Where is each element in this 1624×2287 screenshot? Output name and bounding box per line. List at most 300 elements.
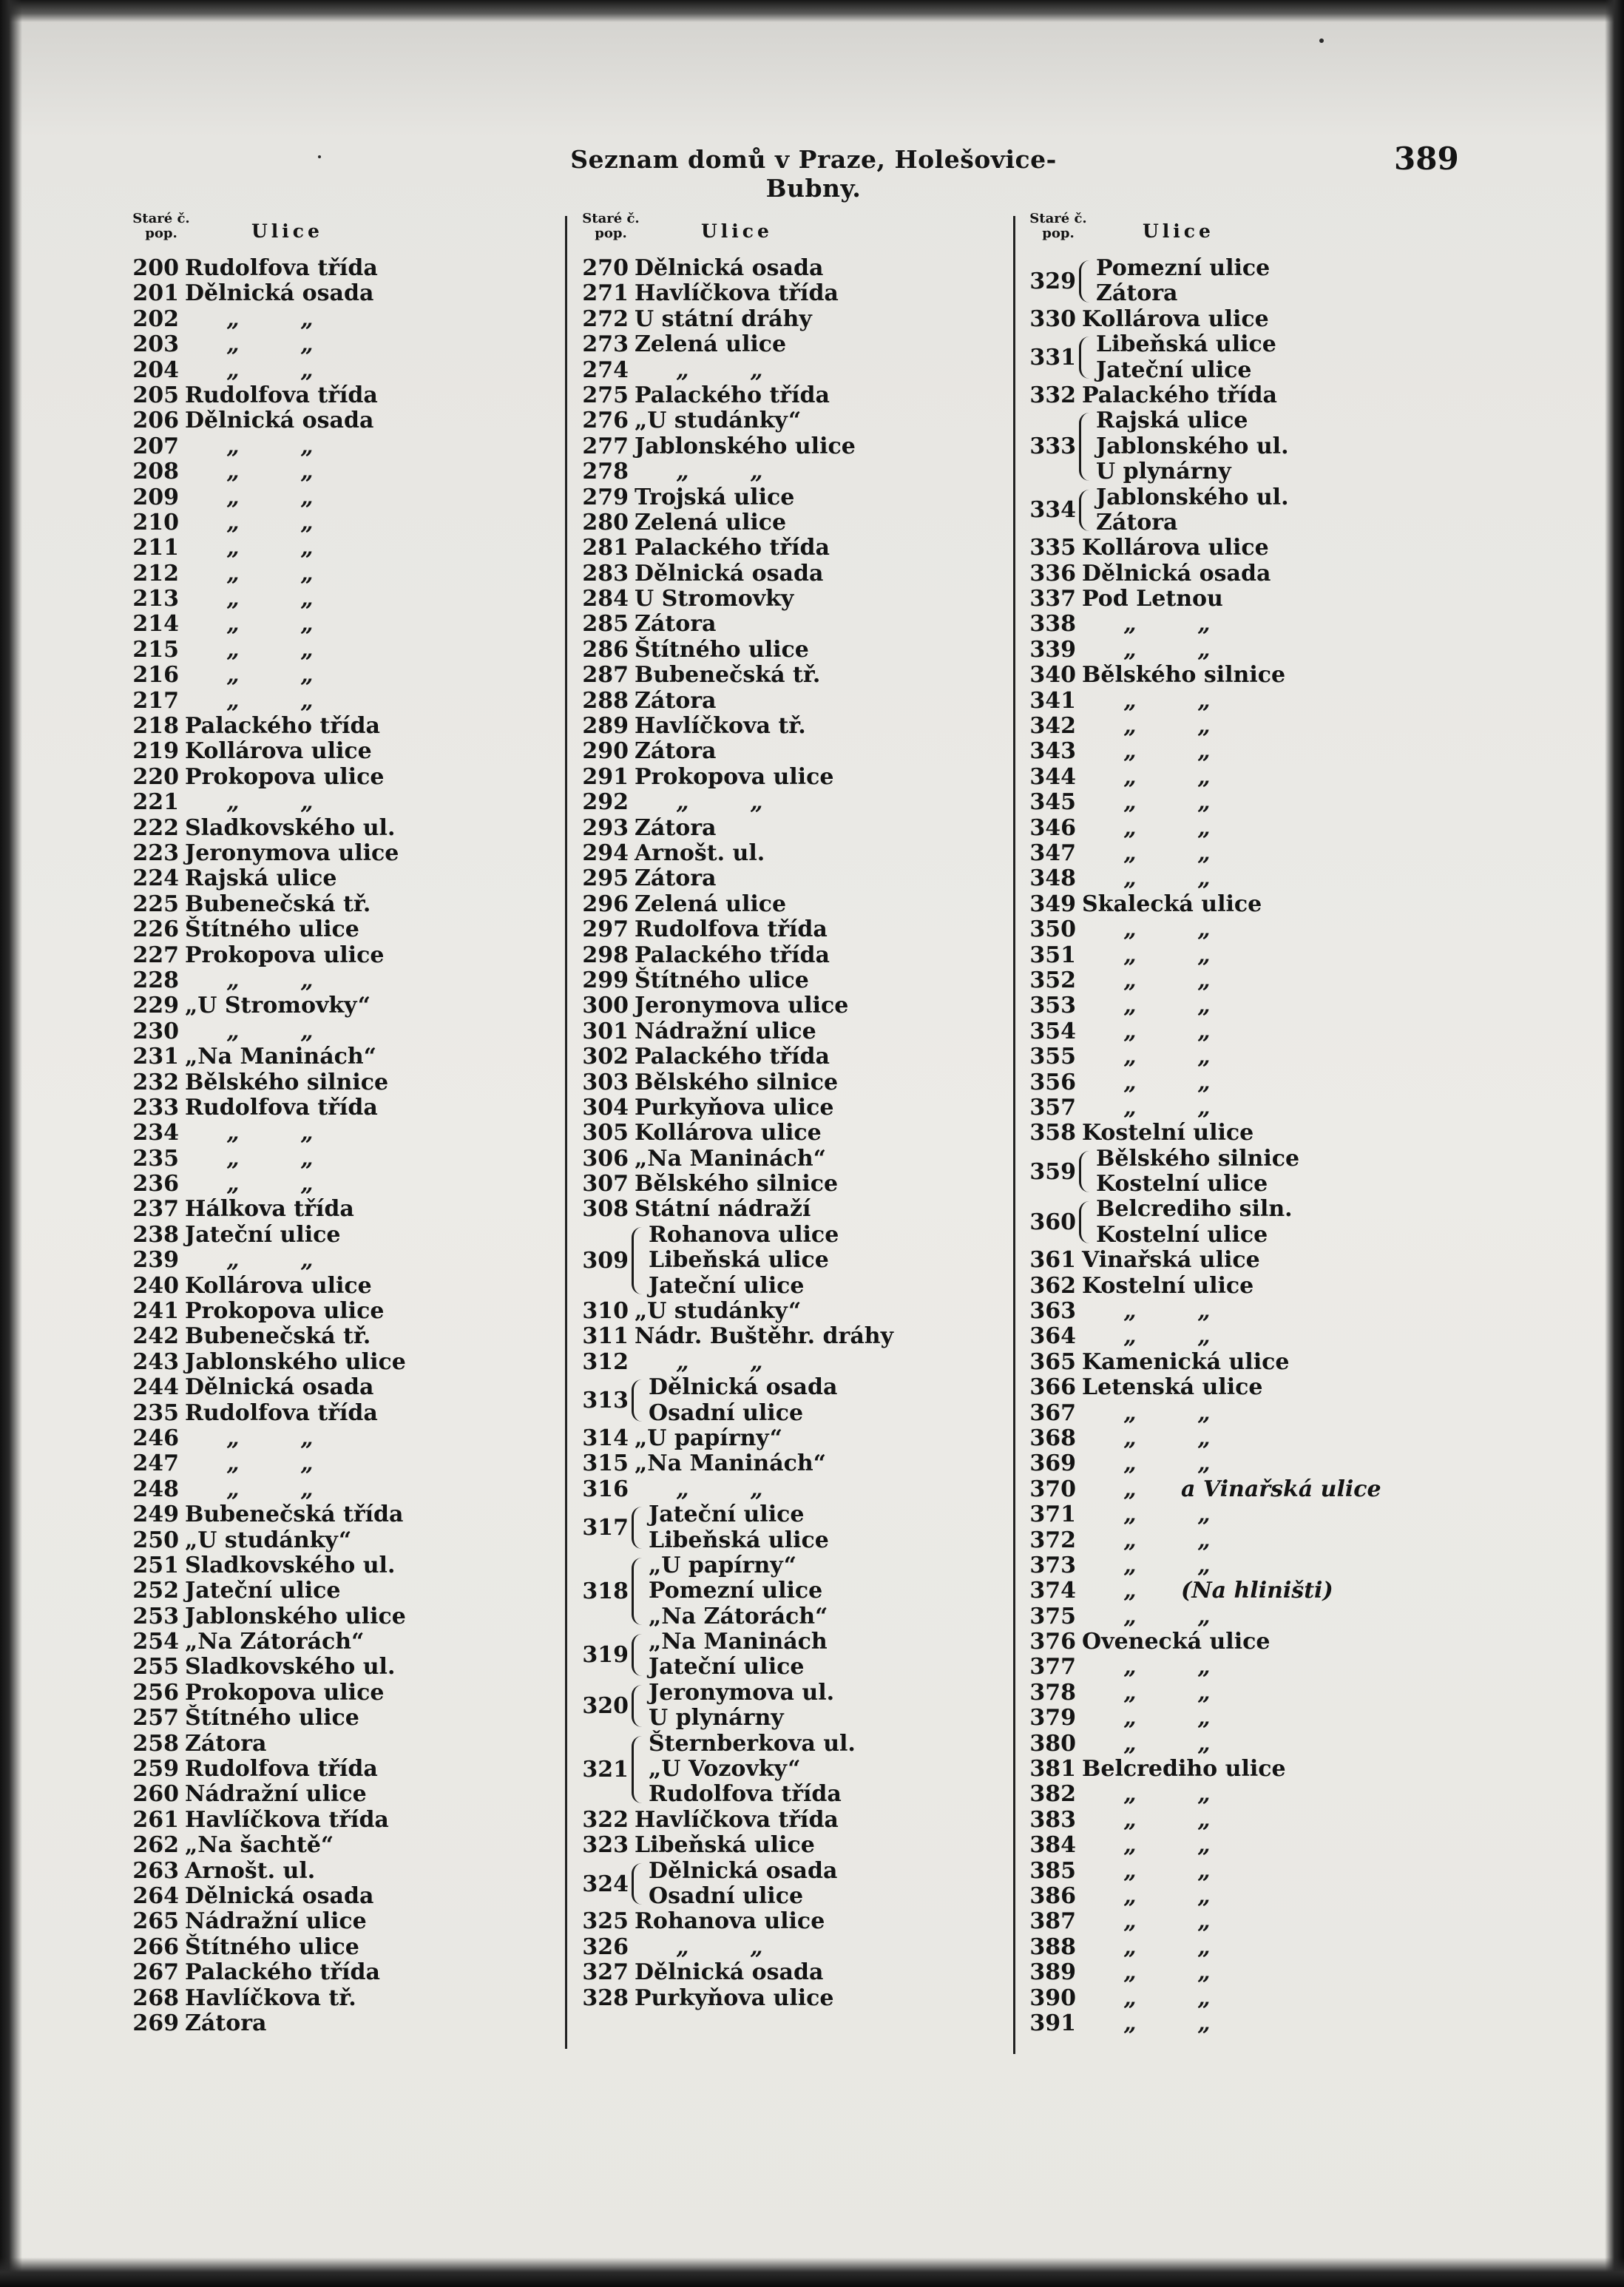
street-name: Zátora: [635, 814, 717, 841]
house-number: 252: [132, 1578, 179, 1604]
house-entry: [577, 459, 1021, 484]
house-entry: [577, 841, 1021, 866]
house-number: 311: [582, 1323, 629, 1350]
ditto-marks: [1082, 1451, 1230, 1476]
street-name: Palackého třída: [185, 713, 380, 740]
ditto-marks: [635, 1935, 782, 1960]
house-entry: [577, 663, 1021, 688]
house-entry: [1024, 587, 1424, 612]
house-entry: [127, 1680, 541, 1706]
street-name: Rohanova ulice: [635, 1908, 825, 1935]
house-number: 226: [132, 916, 179, 943]
ditto-marks: [185, 1426, 333, 1451]
street-name: Skalecká ulice: [1082, 891, 1262, 917]
street-name: Bubenečská tř.: [185, 891, 371, 917]
street-name: Libeňská ulice: [649, 1247, 829, 1274]
house-entry: [127, 1121, 541, 1146]
house-number: 249: [132, 1501, 179, 1528]
ditto-mark: „: [1123, 636, 1137, 663]
ditto-mark: „: [1123, 1933, 1137, 1960]
house-number: 281: [582, 535, 629, 561]
street-name: Kollárova ulice: [635, 1120, 822, 1146]
house-entry: [127, 1732, 541, 1757]
ditto-mark: „: [1123, 1552, 1137, 1578]
house-number: 227: [132, 942, 179, 968]
house-entry: [127, 1604, 541, 1629]
house-entry: [577, 1426, 1021, 1451]
ditto-mark: „: [1197, 763, 1211, 790]
house-number: 233: [132, 1094, 179, 1121]
street-name: Jablonského ul.: [1096, 484, 1289, 510]
ditto-mark: „: [1197, 1654, 1211, 1680]
ditto-mark: „: [750, 1933, 763, 1960]
ditto-mark: „: [1197, 1425, 1211, 1451]
house-entry: [127, 510, 541, 536]
house-number: 279: [582, 484, 629, 510]
house-entry: [127, 892, 541, 917]
street-name: Havlíčkova tř.: [635, 713, 806, 740]
ditto-mark: „: [300, 662, 314, 689]
ditto-mark: „: [750, 789, 763, 816]
house-entry: [1024, 1680, 1424, 1706]
house-entry: [1024, 790, 1424, 815]
brace: [632, 1685, 644, 1727]
ditto-marks: [185, 358, 333, 383]
ditto-mark: „: [300, 331, 314, 358]
street-column-label: Ulice: [701, 220, 773, 242]
street-name: Bělského silnice: [635, 1171, 839, 1197]
ditto-marks: [1082, 612, 1230, 637]
house-entry: [127, 1324, 541, 1349]
ditto-marks: [1082, 1324, 1230, 1349]
house-entry: [127, 663, 541, 688]
house-number: 351: [1029, 942, 1076, 968]
ditto-mark: „: [1123, 1578, 1137, 1604]
ditto-marks: [185, 510, 333, 536]
house-number: 331: [1029, 345, 1076, 371]
house-entry: [1024, 968, 1424, 993]
ditto-mark: „: [1197, 636, 1211, 663]
ditto-mark: „: [1197, 1018, 1211, 1044]
house-number: 218: [132, 713, 179, 740]
house-entry: [577, 307, 1021, 332]
grouped-house-entry: [1024, 256, 1424, 307]
street-name: Vinařská ulice: [1082, 1247, 1260, 1274]
ditto-mark: „: [1123, 1883, 1137, 1909]
house-number: 369: [1029, 1450, 1076, 1477]
house-entry: [577, 1909, 1021, 1934]
house-entry: [577, 587, 1021, 612]
ditto-mark: „: [300, 1018, 314, 1044]
brace: [632, 1558, 644, 1625]
street-name: Jeronymova ulice: [635, 993, 849, 1019]
house-number: 238: [132, 1221, 179, 1248]
ditto-mark: „: [1197, 1323, 1211, 1350]
ditto-mark: „: [1197, 840, 1211, 866]
street-name: Bělského silnice: [1096, 1145, 1300, 1172]
ditto-mark: „: [1123, 993, 1137, 1019]
grouped-house-entry: [1024, 1197, 1424, 1248]
house-entry: [127, 1935, 541, 1960]
ditto-marks: [185, 689, 333, 714]
ditto-mark: „: [1123, 687, 1137, 714]
brace: [1079, 1151, 1092, 1193]
ditto-mark: „: [1123, 1018, 1137, 1044]
ditto-mark: „: [1123, 1959, 1137, 1986]
house-number: 210: [132, 509, 179, 536]
grouped-house-entry: [577, 1680, 1021, 1732]
ditto-mark: „: [750, 1348, 763, 1375]
house-entry: [127, 485, 541, 510]
house-number: 212: [132, 560, 179, 587]
ditto-mark: „: [1123, 1603, 1137, 1629]
ditto-mark: „: [1123, 840, 1137, 866]
ditto-marks: [185, 1019, 333, 1044]
house-number: 221: [132, 789, 179, 816]
house-entry: [577, 1960, 1021, 1985]
street-name: Sladkovského ul.: [185, 1552, 396, 1578]
house-entry: [1024, 689, 1424, 714]
house-entry: [1024, 1477, 1424, 1502]
street-name: Kostelní ulice: [1082, 1120, 1254, 1146]
street-group: [1096, 256, 1270, 307]
house-number: 265: [132, 1908, 179, 1935]
house-entry: [127, 434, 541, 459]
house-number: 207: [132, 433, 179, 459]
house-number: 362: [1029, 1272, 1076, 1299]
house-number: 338: [1029, 611, 1076, 638]
house-number: 299: [582, 967, 629, 993]
house-entry: [1024, 1986, 1424, 2011]
house-entry: [127, 714, 541, 739]
ditto-marks: [1082, 1808, 1230, 1833]
house-entry: [577, 943, 1021, 968]
house-entry: [1024, 892, 1424, 917]
number-label-line2: pop.: [145, 226, 177, 241]
ditto-mark: „: [226, 1450, 240, 1477]
house-number: 286: [582, 636, 629, 663]
house-number: 319: [582, 1641, 629, 1668]
street-name: Jeronymova ul.: [649, 1679, 835, 1706]
house-number: 217: [132, 687, 179, 714]
street-name: Rajská ulice: [1096, 408, 1248, 434]
house-entry: [577, 358, 1021, 383]
house-number: 353: [1029, 993, 1076, 1019]
street-name: Havlíčkova třída: [185, 1806, 389, 1833]
page-title: Seznam domů v Praze, Holešovice-Bubny.: [570, 145, 1057, 203]
house-entry: [577, 536, 1021, 561]
ditto-mark: „: [1197, 1399, 1211, 1426]
ditto-marks: [185, 332, 333, 357]
house-entry: [127, 1808, 541, 1833]
house-entry: [127, 1044, 541, 1070]
house-entry: [577, 1986, 1021, 2011]
house-number: 361: [1029, 1247, 1076, 1274]
street-name: Dělnická osada: [185, 1374, 374, 1401]
house-number: 337: [1029, 586, 1076, 612]
street-name: Sladkovského ul.: [185, 1654, 396, 1680]
ditto-marks: [635, 790, 782, 815]
street-name: Kamenická ulice: [1082, 1348, 1290, 1375]
street-name: Zátora: [185, 1730, 267, 1757]
street-name: Rudolfova třída: [185, 1094, 378, 1121]
house-entry: [127, 739, 541, 764]
house-entry: [1024, 1528, 1424, 1553]
grouped-house-entry: [1024, 408, 1424, 484]
house-number: 267: [132, 1959, 179, 1986]
ditto-mark: „: [676, 1348, 689, 1375]
number-column-label: [132, 212, 191, 241]
street-name: Jateční ulice: [649, 1654, 805, 1680]
street-name: Státní nádraží: [635, 1196, 811, 1223]
brace: [1079, 413, 1092, 480]
ditto-mark: „: [1123, 814, 1137, 841]
street-group: [1096, 332, 1276, 383]
house-entry: [577, 1095, 1021, 1121]
house-number: 334: [1029, 497, 1076, 524]
house-number: 378: [1029, 1679, 1076, 1706]
house-entry: [1024, 638, 1424, 663]
house-entry: [127, 1986, 541, 2011]
ditto-mark: „: [1123, 1857, 1137, 1884]
house-entry: [577, 1808, 1021, 1833]
house-number: 372: [1029, 1527, 1076, 1553]
house-entry: [577, 1350, 1021, 1375]
ditto-marks: [1082, 917, 1230, 942]
ditto-mark: „: [1123, 1450, 1137, 1477]
ditto-marks: [1082, 1528, 1230, 1553]
column-header: [127, 212, 541, 256]
ditto-marks: [1082, 689, 1230, 714]
house-entry: [577, 1146, 1021, 1172]
house-entry: [1024, 714, 1424, 739]
street-name: Zátora: [635, 738, 717, 765]
house-entry: [577, 1121, 1021, 1146]
ditto-mark: „: [1197, 1552, 1211, 1578]
brace: [1079, 490, 1092, 532]
house-entry: [127, 612, 541, 637]
house-number: 387: [1029, 1908, 1076, 1935]
street-name: Libeňská ulice: [649, 1527, 829, 1553]
house-number: 209: [132, 484, 179, 510]
street-name: Štítného ulice: [185, 1705, 359, 1732]
house-number: 285: [582, 611, 629, 638]
ditto-mark: „: [1197, 687, 1211, 714]
ditto-mark: „: [1197, 1883, 1211, 1909]
ditto-mark: „: [1197, 789, 1211, 816]
house-number: 208: [132, 459, 179, 485]
street-name: Bělského silnice: [185, 1069, 389, 1095]
ditto-mark: „: [1123, 1908, 1137, 1935]
ditto-mark: „: [226, 357, 240, 383]
ditto-marks: [185, 434, 333, 459]
street-name: Jateční ulice: [1096, 357, 1252, 383]
house-entry: [1024, 536, 1424, 561]
street-name: Sladkovského ul.: [185, 814, 396, 841]
ditto-marks: [1082, 1986, 1230, 2011]
ditto-mark: „: [300, 636, 314, 663]
house-entry: [127, 1960, 541, 1985]
street-name: Prokopova ulice: [635, 763, 834, 790]
house-entry: [127, 917, 541, 942]
ditto-marks: [1082, 1019, 1230, 1044]
street-name: Prokopova ulice: [185, 942, 385, 968]
grouped-house-entry: [577, 1553, 1021, 1629]
house-number: 235: [132, 1145, 179, 1172]
grouped-house-entry: [577, 1502, 1021, 1553]
house-entry: [127, 1757, 541, 1782]
street-name: Štítného ulice: [635, 636, 809, 663]
ditto-mark: „: [1123, 1323, 1137, 1350]
house-number: 241: [132, 1298, 179, 1325]
ditto-marks: [1082, 1299, 1230, 1324]
ditto-mark: „: [1123, 1984, 1137, 2011]
house-number: 272: [582, 305, 629, 332]
street-name: Rohanova ulice: [649, 1221, 839, 1248]
house-entry: [1024, 866, 1424, 891]
ditto-marks: [1082, 1044, 1230, 1070]
house-entry: [577, 485, 1021, 510]
ditto-mark: „: [300, 611, 314, 638]
house-entry: [127, 1655, 541, 1680]
ditto-mark: „: [300, 1425, 314, 1451]
house-number: 230: [132, 1018, 179, 1044]
house-number: 383: [1029, 1806, 1076, 1833]
ditto-mark: „: [1123, 967, 1137, 993]
street-name: „U studánky“: [185, 1527, 352, 1553]
house-entry: [1024, 1909, 1424, 1934]
street-name: Jablonského ul.: [1096, 433, 1289, 459]
house-entry: [127, 1909, 541, 1934]
street-name: Dělnická osada: [635, 255, 824, 281]
house-entry: [127, 1350, 541, 1375]
street-name: U státní dráhy: [635, 305, 812, 332]
brace: [1079, 337, 1092, 379]
house-entry: [1024, 1833, 1424, 1858]
ditto-marks: [1082, 1706, 1230, 1731]
street-name: Ovenecká ulice: [1082, 1629, 1271, 1655]
house-entry: [1024, 1274, 1424, 1299]
house-number: 261: [132, 1806, 179, 1833]
house-number: 391: [1029, 2010, 1076, 2036]
ditto-mark: „: [300, 459, 314, 485]
number-label-line1: Staré č.: [582, 211, 640, 226]
house-entry: [1024, 1757, 1424, 1782]
house-entry: [127, 1426, 541, 1451]
house-entry: [127, 1451, 541, 1476]
grouped-house-entry: [577, 1223, 1021, 1299]
house-entry: [127, 1502, 541, 1527]
house-entry: [577, 689, 1021, 714]
ink-speck: [1319, 38, 1324, 43]
street-group: [1096, 1197, 1293, 1248]
ditto-mark: „: [676, 1476, 689, 1502]
brace: [632, 1634, 644, 1676]
number-label-line1: Staré č.: [1029, 211, 1087, 226]
house-number: 287: [582, 662, 629, 689]
ditto-mark: „: [300, 535, 314, 561]
ditto-marks: [1082, 1426, 1230, 1451]
house-number: 280: [582, 509, 629, 536]
ditto-mark: „: [300, 484, 314, 510]
house-entry: [127, 1578, 541, 1604]
house-number: 371: [1029, 1501, 1076, 1528]
ditto-mark: „: [1123, 1781, 1137, 1808]
street-name: Dělnická osada: [635, 1959, 824, 1986]
street-name: Jateční ulice: [649, 1501, 805, 1528]
house-number: 229: [132, 993, 179, 1019]
house-entry: [1024, 1375, 1424, 1400]
ditto-mark: „: [1197, 611, 1211, 638]
street-name: Jateční ulice: [185, 1578, 341, 1604]
house-number: 355: [1029, 1044, 1076, 1070]
house-number: 316: [582, 1476, 629, 1502]
house-entry: [577, 739, 1021, 764]
house-number: 317: [582, 1515, 629, 1541]
street-name: Kostelní ulice: [1096, 1171, 1268, 1197]
house-number: 278: [582, 459, 629, 485]
row-list: [127, 256, 541, 2036]
house-entry: [1024, 1935, 1424, 1960]
ditto-mark: „: [226, 662, 240, 689]
ditto-marks: [1082, 765, 1230, 790]
street-name: Zátora: [635, 865, 717, 892]
house-number: 240: [132, 1272, 179, 1299]
ditto-marks: [1082, 1604, 1230, 1629]
street-group: [649, 1223, 839, 1299]
house-number: 339: [1029, 636, 1076, 663]
street-name: „Na Maninách“: [635, 1145, 826, 1172]
house-entry: [1024, 1655, 1424, 1680]
house-entry: [1024, 1044, 1424, 1070]
house-entry: [577, 1019, 1021, 1044]
brace: [632, 1379, 644, 1422]
brace: [632, 1507, 644, 1549]
house-entry: [577, 1299, 1021, 1324]
street-name: U plynárny: [1096, 459, 1231, 485]
ditto-marks: [1082, 739, 1230, 764]
ditto-marks: [185, 968, 333, 993]
street-column-label: Ulice: [1143, 220, 1214, 242]
street-group: [1096, 1146, 1299, 1197]
house-number: 358: [1029, 1120, 1076, 1146]
house-number: 205: [132, 382, 179, 408]
house-number: 236: [132, 1171, 179, 1197]
ditto-mark: „: [226, 687, 240, 714]
street-name: Palackého třída: [635, 382, 830, 408]
house-entry: [127, 1833, 541, 1858]
number-column-label: [1029, 212, 1088, 241]
house-number: 360: [1029, 1209, 1076, 1236]
street-name: Bubenečská tř.: [185, 1323, 371, 1350]
ditto-mark: „: [300, 433, 314, 459]
ditto-mark: „: [1197, 1984, 1211, 2011]
house-number: 244: [132, 1374, 179, 1401]
house-entry: [1024, 1401, 1424, 1426]
street-name: „Na Maninách: [649, 1629, 828, 1655]
ditto-mark: „: [226, 459, 240, 485]
house-number: 325: [582, 1908, 629, 1935]
ditto-mark: „: [676, 459, 689, 485]
street-name: Zelená ulice: [635, 331, 787, 358]
ditto-marks: [1082, 1909, 1230, 1934]
street-group: [649, 1502, 829, 1553]
house-number: 345: [1029, 789, 1076, 816]
ditto-mark: „: [1197, 1908, 1211, 1935]
street-name: Jablonského ulice: [635, 433, 856, 459]
street-name: „U studánky“: [635, 408, 802, 434]
ditto-marks: [1082, 714, 1230, 739]
